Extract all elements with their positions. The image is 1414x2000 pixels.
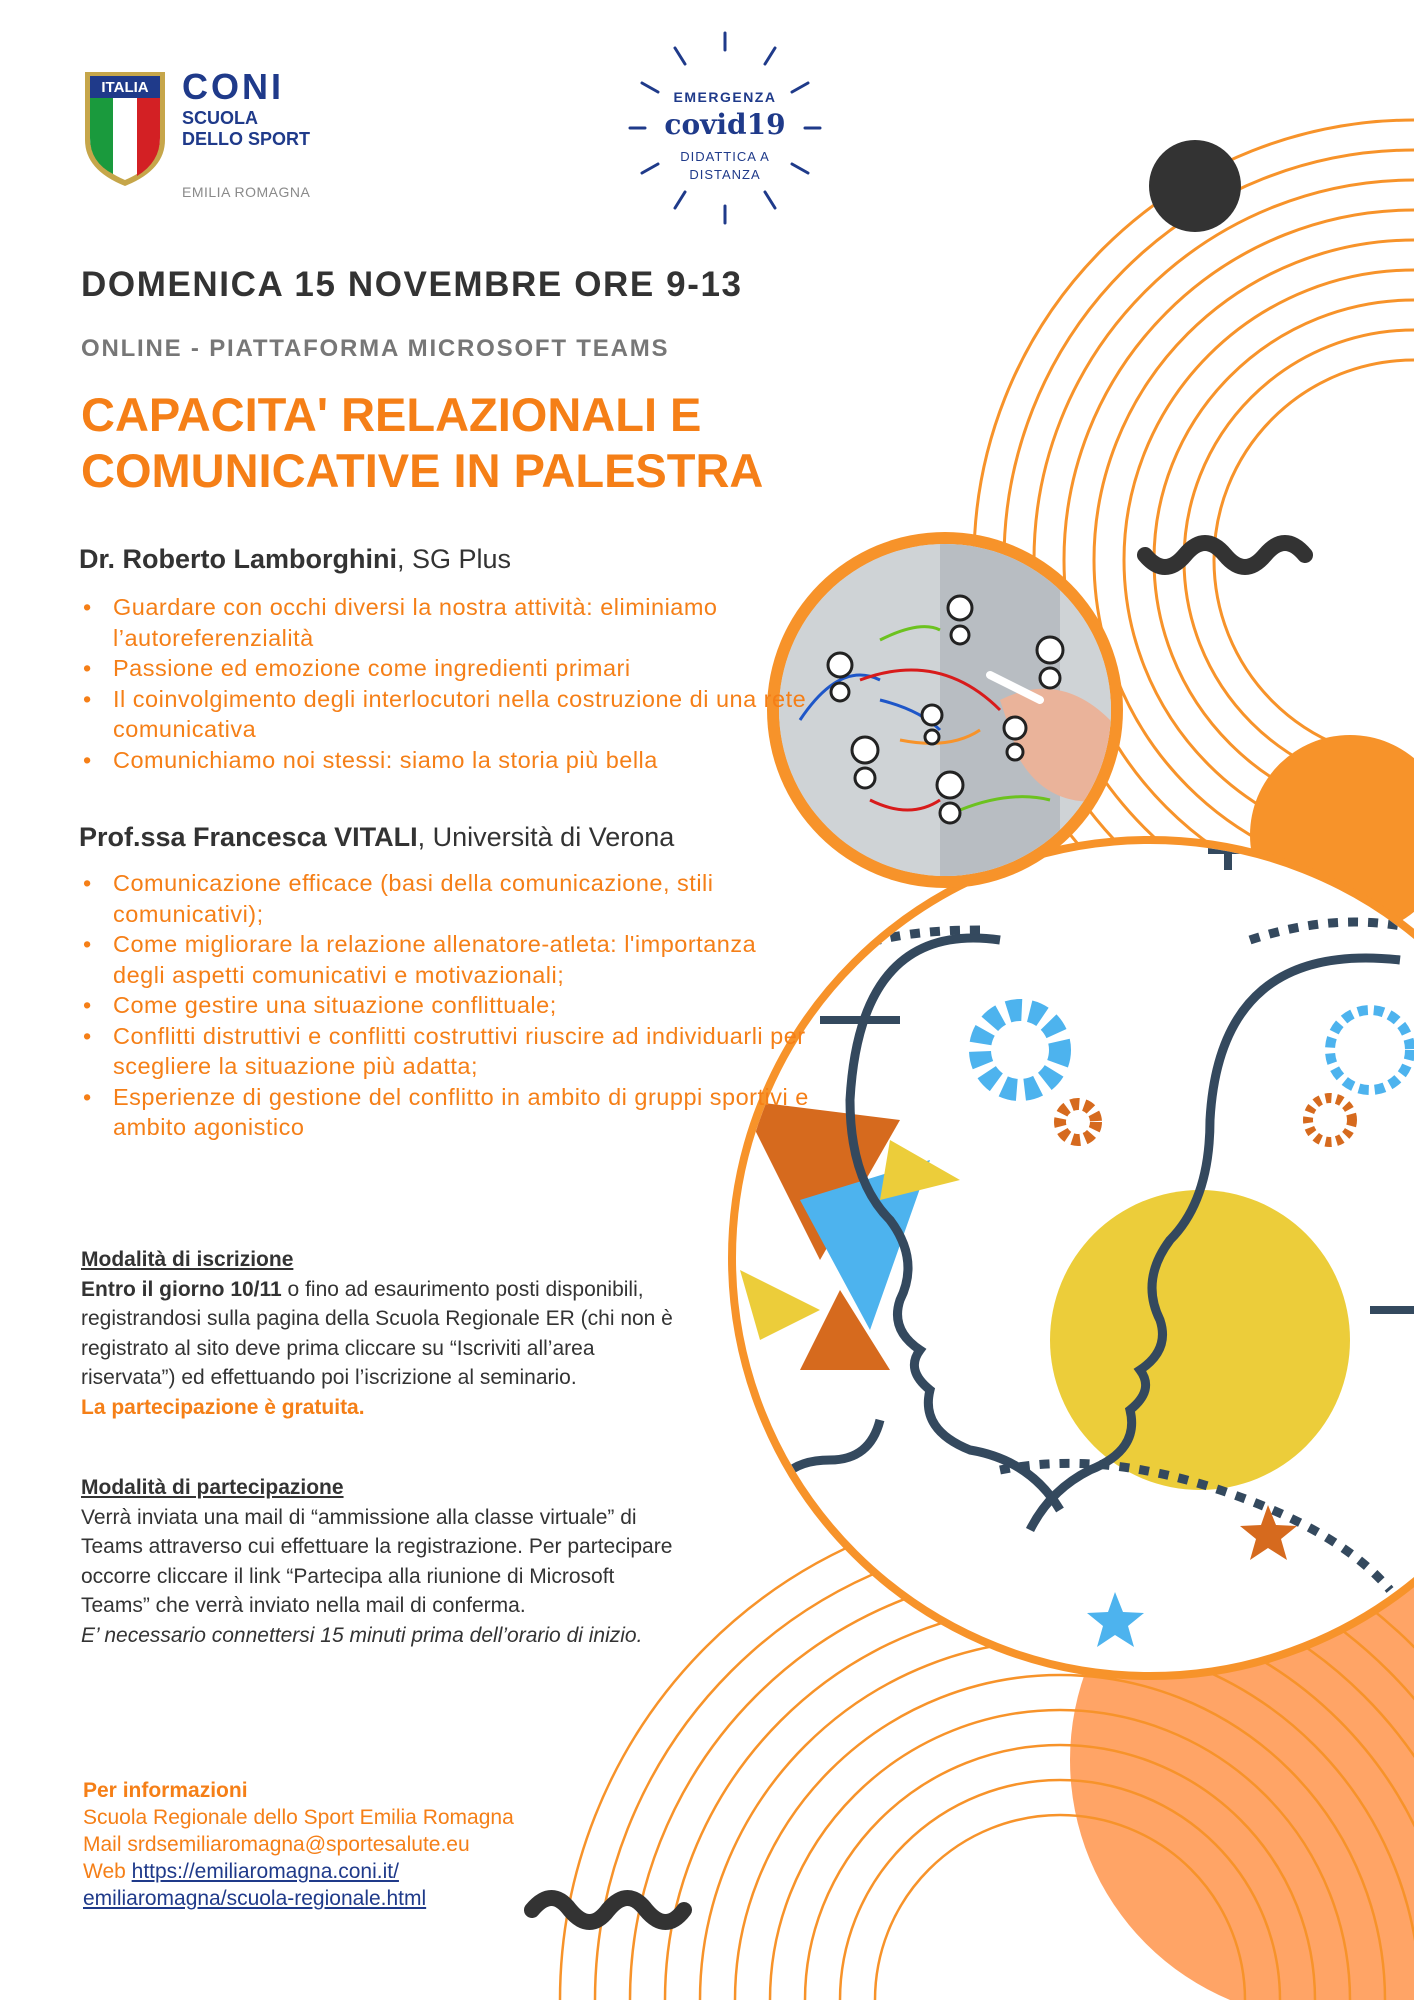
registration-free-note: La partecipazione è gratuita. xyxy=(81,1395,365,1419)
shield-label: ITALIA xyxy=(101,79,149,96)
participation-note: E’ necessario connettersi 15 minuti prima dell’orario di inizio. xyxy=(81,1623,643,1647)
coni-shield-logo xyxy=(82,70,168,188)
list-item: • Comunicazione efficace (basi della comunicazione, stili comunicativi); xyxy=(113,868,813,929)
badge-emergenza: EMERGENZA xyxy=(673,89,777,105)
badge-didattica xyxy=(640,148,810,184)
speaker-2-name: Prof.ssa Francesca VITALI xyxy=(79,822,418,852)
participation-body: Verrà inviata una mail di “ammissione alla classe virtuale” di Teams attraverso cui effettuare la registrazione. Per partecipare occorre cliccare il link “Partecipa alla riunione di Microsoft Teams” che verrà inviato nella mail di conferma. xyxy=(81,1505,673,1617)
event-platform: ONLINE - PIATTAFORMA MICROSOFT TEAMS xyxy=(81,335,670,362)
info-org: Scuola Regionale dello Sport Emilia Romagna xyxy=(83,1806,514,1829)
list-item: • Passione ed emozione come ingredienti primari xyxy=(113,653,813,684)
list-item: • Come migliorare la relazione allenatore-atleta: l'importanza degli aspetti comunicativi e motivazionali; xyxy=(113,929,813,990)
dark-dot xyxy=(1149,140,1241,232)
participation-heading: Modalità di partecipazione xyxy=(81,1476,344,1499)
registration-body xyxy=(81,1275,681,1393)
speaker-2 xyxy=(79,822,674,853)
registration-heading: Modalità di iscrizione xyxy=(81,1248,294,1271)
info-web-link-line2[interactable]: emiliaromagna/scuola-regionale.html xyxy=(83,1887,427,1910)
event-title xyxy=(81,387,901,499)
list-item: • Esperienze di gestione del conflitto in ambito di gruppi sportivi e ambito agonistico xyxy=(113,1082,813,1143)
registration-deadline: Entro il giorno 10/11 xyxy=(81,1277,282,1301)
badge-covid: covid19 xyxy=(664,108,786,141)
list-item: • Conflitti distruttivi e conflitti costruttivi riuscire ad individuarli per scegliere la situazione più adatta; xyxy=(113,1021,813,1082)
coni-subtitle-line2: DELLO SPORT xyxy=(182,129,311,149)
list-item: • Comunichiamo noi stessi: siamo la storia più bella xyxy=(113,745,813,776)
event-date: DOMENICA 15 NOVEMBRE ORE 9-13 xyxy=(81,265,743,304)
info-web-link-line1[interactable]: https://emiliaromagna.coni.it/ xyxy=(131,1860,399,1883)
speaker-1-name: Dr. Roberto Lamborghini xyxy=(79,544,398,574)
registration-text: o fino ad esaurimento posti disponibili, registrandosi sulla pagina della Scuola Regionale ER (chi non è registrato al sito deve prima cliccare su “Iscriviti all’area riservata”) ed effettuando poi l’iscrizione al seminario. xyxy=(81,1277,673,1389)
speaker-2-affiliation: , Università di Verona xyxy=(417,822,675,852)
event-title-line2: COMUNICATIVE IN PALESTRA xyxy=(81,444,764,497)
zigzag-top-right xyxy=(1145,543,1305,567)
list-item: • Il coinvolgimento degli interlocutori nella costruzione di una rete comunicativa xyxy=(113,684,813,745)
coni-region: EMILIA ROMAGNA xyxy=(182,184,311,200)
badge-didattica-line1: DIDATTICA A xyxy=(680,149,770,164)
speaker-1-affiliation: , SG Plus xyxy=(397,544,512,574)
speaker-1 xyxy=(79,544,511,575)
participation-section xyxy=(81,1473,681,1650)
badge-didattica-line2: DISTANZA xyxy=(689,167,761,182)
list-item: • Come gestire una situazione conflittuale; xyxy=(113,990,813,1021)
speaker-1-topics xyxy=(79,592,813,775)
zigzag-bottom xyxy=(520,1880,695,1930)
coni-subtitle xyxy=(182,108,310,150)
info-web-label: Web xyxy=(83,1860,132,1883)
coni-subtitle-line1: SCUOLA xyxy=(182,108,258,128)
speaker-2-topics xyxy=(79,868,813,1143)
event-title-line1: CAPACITA' RELAZIONALI E xyxy=(81,388,702,441)
registration-section xyxy=(81,1245,681,1422)
coni-name: CONI xyxy=(182,66,284,107)
info-heading: Per informazioni xyxy=(83,1779,248,1802)
network-photo xyxy=(767,532,1123,888)
info-mail[interactable]: Mail srdsemiliaromagna@sportesalute.eu xyxy=(83,1833,470,1856)
list-item: • Guardare con occhi diversi la nostra attività: eliminiamo l’autoreferenzialità xyxy=(113,592,813,653)
